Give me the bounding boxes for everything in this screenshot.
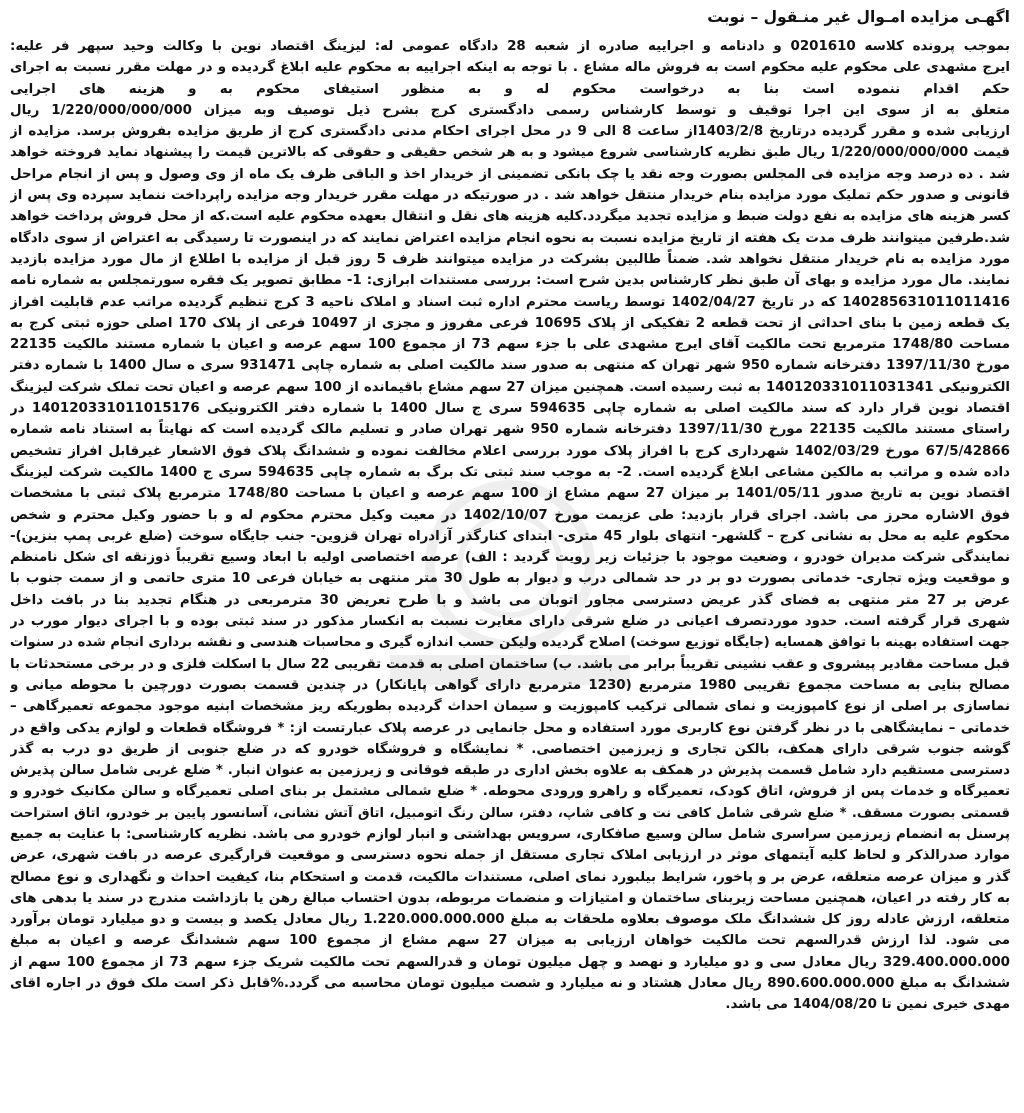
notice-body-line: عرض بر 27 متر منتهی به فضای گذر عریض دسترسی مجاور اتوبان می باشد و با طرح تعریض 30 مترمربعی در هنگام تجدید بنا در بافت داخل xyxy=(10,592,1010,608)
notice-body-line: 140285631011011416 که در تاریخ 1402/04/27 توسط ریاست محترم اداره ثبت اسناد و املاک ناحیه 3 کرج تنظیم گردیده مراتب عدم قابلیت افراز xyxy=(10,294,1010,310)
notice-body-line: خدماتی – نمایشگاهی با در نظر گرفتن نوع کاربری مورد استفاده و محل جانمایی در عرصه پلاک عبارتست از: * فروشگاه قطعات و لوازم یدکی واقع در xyxy=(10,720,1010,736)
notice-body-line: متعلق به از سوی این اجرا توقیف و توسط کارشناس رسمی دادگستری کرج بشرح ذیل توصیف وبه میزان 1/220/000/000/000 ریال xyxy=(10,102,1010,118)
notice-body-line: ایرج مشهدی علی محکوم علیه محکوم است به فروش ماله مشاع . با توجه به اینکه اجراییه به محکوم علیه ابلاغ گردیده و در مهلت مقرر نسبت به اجرای xyxy=(10,60,1010,76)
notice-body-line: دسترسی مستقیم دارد شامل قسمت پذیرش در همکف به علاوه بخش اداری در طبقه فوقانی و زیرزمین به عنوان انبار. * ضلع غربی شامل سالن پذیرش xyxy=(10,763,1010,779)
notice-body-line: متعلقه، ارزش عادله روز کل ششدانگ ملک موصوف بعلاوه ملحقات به مبلغ 1.220.000.000.000 ریال معادل یکصد و بیست و دو میلیارد تومان برآورد xyxy=(10,912,1010,928)
notice-body-line: موارد صدرالذکر و لحاظ کلیه آیتمهای موثر در ارزیابی املاک تجاری مستقل از جمله نحوه دسترسی و موقعیت قرارگیری عرصه در بافت شهری، عرض xyxy=(10,848,1010,864)
notice-body-line: داده شده و مراتب به مالکین مشاعی ابلاغ گردیده است. 2- به موجب سند ثبتی تک برگ به شماره چاپی 594635 سری ج 1400 مالکیت شرکت لیزینگ xyxy=(10,464,1010,480)
notice-body-line: اقتصاد نوین به تاریخ صدور 1401/05/11 بر میزان 27 سهم مشاع از 100 سهم عرصه و اعیان با مساحت 1748/80 مترمربع پلاک ثبتی با مشخصات xyxy=(10,486,1010,502)
notice-body-line: نماسازی بر اصلی از نوع کامپوزیت و نمای شمالی ترکیب کامپوزیت و سیمان احداث گردیده بطوریکه ریز مشخصات ابنیه موجود مجموعه تعمیرگاهی – xyxy=(10,699,1010,715)
notice-body-line: الکترونیکی 140120331011031341 به ثبت رسیده است. همچنین میزان 27 سهم مشاع باقیمانده از 100 سهم عرصه و اعیان تحت تملک شرکت لیزینگ xyxy=(10,379,1010,395)
notice-body-line: پرسنل به انضمام زیرزمین سراسری شامل سالن وسیع صافکاری، سرویس بهداشتی و انبار لوازم خودرو می باشد. نظریه کارشناسی: با عنایت به جمیع xyxy=(10,826,1010,842)
notice-body-line: گذر و میزان عرصه متعلقه، عرض بر و پاخور، شرایط بیلبورد نمای اصلی، مستندات مالکیت، قدمت و استحکام بنا، کیفیت احداث و نگهداری و نوع مصالح xyxy=(10,869,1010,885)
notice-body-line: نمایند. مال مورد مزایده و بهای آن طبق نظر کارشناس بدین شرح است: بررسی مستندات ابرازی: 1- مطابق تصویر یک فقره سورتمجلس به شماره نامه xyxy=(10,273,1010,289)
notice-body-line: شد . ده درصد وجه مزایده فی المجلس بصورت وجه نقد یا چک بانکی تضمینی از خریدار اخذ و الباقی ظرف یک ماه از وی وصول و پس از انجام مراحل xyxy=(10,166,1010,182)
notice-body-line: و موقعیت ویژه تجاری- خدماتی بصورت دو بر در حد شمالی درب و دیوار به طول 30 متر منتهی به خیابان فرعی 10 متری حاتمی و از سمت جنوب با xyxy=(10,571,1010,587)
notice-body-line: قبل مساحت مقادیر پیشروی و عقب نشینی تقریباً برابر می باشد. ب) ساختمان اصلی به قدمت تقریبی 22 سال با اسکلت فلزی و در برخی مستحدثات با xyxy=(10,656,1010,672)
notice-body-line: محکوم علیه به محل به نشانی کرج – گلشهر- انتهای بلوار 45 متری- ابتدای کنارگذر آزادراه تهران قزوین- جنب جایگاه سوخت (ضلع غربی پمپ بنزین)- xyxy=(10,528,1010,544)
notice-body-line: اقتصاد نوین قرار دارد که سند مالکیت اصلی به شماره چاپی 594635 سری ج سال 1400 با شماره دفتر الکترونیکی 140120331011015176 در xyxy=(10,401,1010,417)
notice-body-line: راستای مستند مالکیت 22135 مورخ 1397/11/30 دفترخانه شماره 950 شهر تهران صادر و تسلیم مالک گردیده است که نهایتاً به استناد نامه شماره xyxy=(10,422,1010,438)
notice-body-line: به کار رفته در اعیان، همچنین مساحت زیربنای ساختمان و امتیازات و منضمات مربوطه، بدون احتساب مبالغ رهن یا بازداشت مندرج در سند یا بدهی های xyxy=(10,890,1010,906)
notice-body-line: مهدی خیری نمین تا 1404/08/20 می باشد. xyxy=(725,997,1010,1013)
notice-body-line: ارزیابی شده و مقرر گردیده درتاریخ 1403/2/8از ساعت 8 الی 9 در محل اجرای احکام مدنی دادگستری کرج از طریق مزایده بفروش برسد. مزایده از xyxy=(10,124,1010,140)
notice-body xyxy=(10,36,1010,1016)
notice-body-line: یک قطعه زمین با بنای احداثی از تحت قطعه 2 تفکیکی از پلاک 10695 فرعی مفروز و مجزی از 10497 فرعی از پلاک 170 اصلی حوزه ثبتی کرج به xyxy=(10,315,1010,331)
notice-body-line: جهت استفاده بهینه با توافق همسایه (جایگاه توزیع سوخت) اصلاح گردیده ولیکن حسب اندازه گیری و محاسبات هندسی و نقشه برداری انجام شده در سنوات xyxy=(10,635,1010,651)
notice-body-line: فوق الاشاره محرز می باشد. اجرای قرار بازدید: طی عزیمت مورخ 1402/10/07 در معیت وکیل محترم محکوم له و با حضور وکیل محترم و شخص xyxy=(10,507,1010,523)
notice-body-line: کسر هزینه های مزایده به نفع دولت ضبط و مزایده تجدید میگردد.کلیه هزینه های نقل و انتقال بعهده محکوم علیه است.که از محل فروش پرداخت خواهد xyxy=(10,209,1010,225)
notice-body-line: مساحت 1748/80 مترمربع تحت مالکیت آقای ایرج مشهدی علی با جزء سهم 73 از مجموع 100 سهم عرصه و اعیان با شماره مستند مالکیت 22135 xyxy=(10,337,1010,353)
notice-body-line: 67/5/42866 مورخ 1402/03/29 شهرداری کرج با افراز پلاک مورد بررسی اعلام مخالفت نموده و ششدانگ پلاک فوق الاشعار غیرقابل افراز تشخیص xyxy=(10,443,1010,459)
notice-body-line: قسمتی بصورت مسقف. * ضلع شرقی شامل کافی نت و کافی شاپ، دفتر، سالن رنگ اتومبیل، اتاق آتش نشانی، آسانسور پایین بر خودرو، اتاق استراحت xyxy=(10,805,1010,821)
notice-body-line: نمایندگی شرکت مدیران خودرو ، وضعیت موجود با جزئیات زیر رویت گردید : الف) عرصه اختصاصی اولیه با ابعاد وسیع تقریباً ذوزنقه ای شکل نامنظم xyxy=(10,550,1010,566)
notice-body-line: 329.400.000.000 ریال معادل سی و دو میلیارد و نهصد و چهل میلیون تومان و قدرالسهم تحت مالکیت شریک جزء سهم 73 از مجموع 100 سهم از xyxy=(10,954,1010,970)
notice-body-line: مورد مزایده به نام خریدار منتقل نخواهد شد. ضمناً طالبین بشرکت در مزایده میتوانند ظرف 5 روز قبل از مزایده با اطلاع از مال مورد مزایده بازدید xyxy=(10,251,1010,267)
notice-body-line: شهری قرار گرفته است. حدود موردتصرف اعیانی در ضلع شرقی دارای مغایرت نسبت به انکسار مذکور در سند ثبتی بوده و با اجرای دیوار مورب در xyxy=(10,614,1010,630)
notice-body-line: حکم اقدام ننموده است بنا به درخواست محکوم له و به منظور استیفای محکوم به و هزینه های اجرایی xyxy=(10,81,1010,97)
notice-body-line: ششدانگ به مبلغ 890.600.000.000 ریال معادل هشتاد و نه میلیارد و شصت میلیون تومان محاسبه می گردد.%قابل ذکر است ملک فوق در اجاره اقای xyxy=(10,976,1010,992)
notice-body-line: تعمیرگاه و خدمات پس از فروش، اتاق کودک، تعمیرگاه و راهرو ورودی محوطه. * ضلع شمالی مشتمل بر بنای اصلی تعمیرگاه و سالن مکانیک خودرو و xyxy=(10,784,1010,800)
notice-body-line: قانونی و صدور حکم تملیک مورد مزایده بنام خریدار منتقل خواهد شد . در صورتیکه در مهلت مقرر خریدار وجه مزایده راپرداخت ننماید سپرده وی پس از xyxy=(10,188,1010,204)
notice-body-line: گوشه جنوب شرقی دارای همکف، بالکن تجاری و زیرزمین اختصاصی. * نمایشگاه و فروشگاه خودرو که در ضلع جنوبی از طریق دو درب به گذر xyxy=(10,741,1010,757)
notice-body-line: قیمت 1/220/000/000/000 ریال طبق نظریه کارشناسی شروع میشود و به هر شخص حقیقی و حقوقی که بالاترین قیمت را پیشنهاد نماید فروخته خواهد xyxy=(10,145,1010,161)
notice-body-line: شد.طرفین میتوانند ظرف مدت یک هفته از تاریخ مزایده نسبت به نحوه انجام مزایده اعتراض نمایند که در اینصورت تا رسیدگی به اعتراض از سوی دادگاه xyxy=(10,230,1010,246)
notice-body-line: می شود. لذا ارزش قدرالسهم تحت مالکیت خواهان ارزیابی به میزان 27 سهم مشاع از مجموع 100 سهم ششدانگ عرصه و اعیان به مبلغ xyxy=(10,933,1010,949)
notice-body-line: مصالح بنایی به مساحت مجموع تقریبی 1980 مترمربع (1230 مترمربع دارای گواهی پایانکار) در چندین قسمت بصورت دورچین با محوطه میانی و xyxy=(10,677,1010,693)
notice-body-line: مورخ 1397/11/30 دفترخانه شماره 950 شهر تهران که منتهی به صدور سند مالکیت اصلی به شماره چاپی 931471 سری ه سال 1400 با شماره دفتر xyxy=(10,358,1010,374)
notice-body-line: بموجب پرونده کلاسه 0201610 و دادنامه و اجراییه صادره از شعبه 28 دادگاه عمومی له: لیزینگ اقتصاد نوین با وکالت وحید سپهر فر علیه: xyxy=(10,39,1010,54)
notice-title: اگهـی مزایده امـوال غیر منـقول – نوبت xyxy=(707,8,1010,26)
